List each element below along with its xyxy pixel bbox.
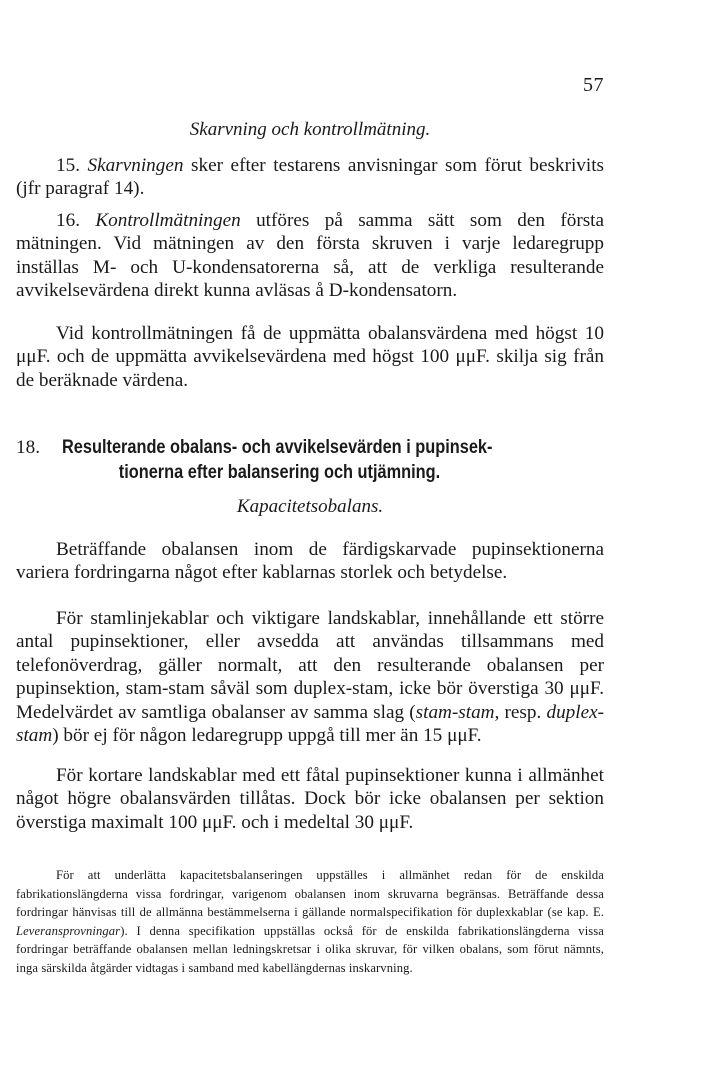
- section-18-title-line1: Resulterande obalans- och avvikelsevärden i pupinsek-: [62, 437, 493, 458]
- paragraph-stamlinjekablar-text2: ) bör ej för någon ledaregrupp uppgå till mer än 15 μμF.: [52, 725, 482, 747]
- footnote-text1: För att underlätta kapacitetsbalanseringen uppställes i allmänhet redan för de enskilda fabrikationslängderna vissa fordringar, varigenom obalansen inom skruvarna begränsas. Beträffande dessa fordringar hänvisas till de allmänna bestämmelserna i gällande normalspecifikation för duplexkablar (se kap. E.: [16, 868, 604, 920]
- paragraph-16: [16, 209, 604, 303]
- paragraph-16-text: utföres på samma sätt som den första mätningen. Vid mätningen av den första skruven i varje ledaregrupp inställas M- och U-kondensatorerna så, att de verkliga resulterande avvikelsevärdena direkt kunna avläsas å D-kondensatorn.: [16, 210, 605, 302]
- footnote: [16, 866, 604, 978]
- paragraph-16-continued: Vid kontrollmätningen få de uppmätta obalansvärdena med högst 10 μμF. och de uppmätta avvikelsevärdena med högst 100 μμF. skilja sig från de beräknade värdena.: [16, 323, 604, 391]
- page-number: 57: [583, 74, 604, 96]
- heading-skarvning: Skarvning och kontrollmätning.: [189, 119, 431, 140]
- paragraph-15-lead: Skarvningen: [87, 155, 184, 176]
- paragraph-16-lead: Kontrollmätningen: [95, 210, 241, 231]
- paragraph-stamlinjekablar-mid: resp.: [499, 701, 547, 723]
- paragraph-15-text: sker efter testarens anvisningar som förut beskrivits (jfr paragraf 14).: [16, 155, 605, 200]
- paragraph-16-number: 16.: [56, 210, 80, 231]
- heading-kapacitetsobalans: Kapacitetsobalans.: [236, 496, 384, 517]
- paragraph-stamlinjekablar: [16, 607, 604, 747]
- paragraph-stamlinjekablar-italic2: duplex-stam: [16, 701, 605, 747]
- document-page: [16, 0, 604, 1086]
- paragraph-stamlinjekablar-text1: För stamlinjekablar och viktigare landskablar, innehållande ett större antal pupinsektioner, eller avsedda att användas tillsammans med telefonöverdrag, gäller normalt, att den resulterande obalansen per pupinsektion, stam-stam såväl som duplex-stam, icke bör överstiga 30 μμF. Medelvärdet av samtliga obalanser av samma slag (: [16, 608, 604, 723]
- paragraph-stamlinjekablar-italic1: stam-stam,: [415, 701, 500, 723]
- section-18-title: [62, 435, 612, 485]
- footnote-text2: ). I denna specifikation uppställas också för de enskilda fabrikationslängderna vissa fordringar beträffande obalansen mellan ledningskretsar i olika skruvar, för vilken obalans, som förut nämnts, inga särskilda åtgärder vidtagas i samband med kabellängdernas inskarvning.: [16, 923, 604, 975]
- section-18-title-line2: tionerna efter balansering och utjämning.: [118, 462, 441, 483]
- paragraph-15: [16, 154, 604, 201]
- paragraph-15-number: 15.: [56, 155, 80, 176]
- footnote-italic: Leveransprovningar: [16, 923, 121, 938]
- paragraph-betraffande: Beträffande obalansen inom de färdigskarvade pupinsektionerna variera fordringarna något efter kablarnas storlek och betydelse.: [16, 539, 604, 584]
- paragraph-kortare-landskablar: För kortare landskablar med ett fåtal pupinsektioner kunna i allmänhet något högre obalansvärden tillåtas. Dock bör icke obalansen per sektion överstiga maximalt 100 μμF. och i medeltal 30 μμF.: [16, 765, 604, 833]
- section-18-number: 18.: [16, 437, 40, 458]
